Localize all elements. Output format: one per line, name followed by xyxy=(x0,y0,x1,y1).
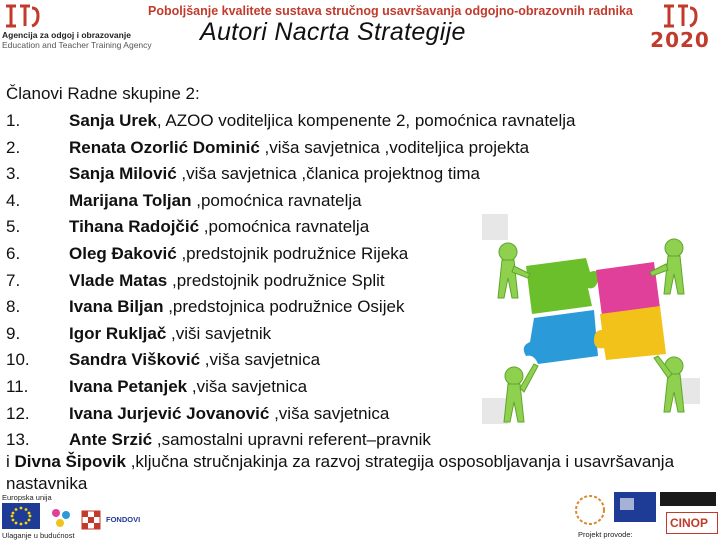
puzzle-figures-illustration xyxy=(478,208,710,440)
member-number: 2. xyxy=(6,137,21,157)
member-role: ,viša savjetnica xyxy=(187,376,308,396)
eu-motto: Ulaganje u budućnost xyxy=(2,531,75,540)
member-number: 9. xyxy=(6,323,21,343)
member-role: ,pomoćnica ravnatelja xyxy=(199,217,370,237)
project-logo-icon xyxy=(660,2,700,30)
member-number: 11. xyxy=(6,376,29,396)
member-name: Ante Srzić xyxy=(69,430,153,450)
project-year: 2020 xyxy=(650,28,710,52)
member-name: Sandra Višković xyxy=(69,350,201,370)
member-number: 7. xyxy=(6,270,21,290)
project-logo xyxy=(646,2,714,52)
member-role: ,viša savjetnica ,članica projektnog tima xyxy=(176,164,481,184)
member-name: Sanja Milović xyxy=(69,164,177,184)
member-number: 12. xyxy=(6,403,30,423)
member-role: , AZOO voditeljica kompenente 2, pomoćnica ravnatelja xyxy=(156,111,576,130)
member-name: Vlade Matas xyxy=(69,270,168,290)
member-name: Ivana Petanjek xyxy=(69,376,188,396)
agency-name: Agencija za odgoj i obrazovanje Education and Teacher Training Agency xyxy=(2,30,152,50)
member-number: 10. xyxy=(6,350,30,370)
member-name: Marijana Toljan xyxy=(69,190,192,210)
member-role: ,viša savjetnica ,voditeljica projekta xyxy=(259,137,530,157)
member-number: 8. xyxy=(6,297,21,317)
member-number: 13. xyxy=(6,430,30,450)
footer-funding-logos xyxy=(0,493,140,540)
member-name: Igor Rukljač xyxy=(69,323,167,343)
eu-label: Europska unija xyxy=(2,493,52,502)
member-item xyxy=(6,108,576,135)
member-role: ,viša savjetnica xyxy=(269,403,390,423)
member-number: 4. xyxy=(6,190,21,210)
project-partners-label: Projekt provode: xyxy=(578,530,633,539)
member-name: Sanja Urek xyxy=(69,111,157,130)
member-number: 5. xyxy=(6,217,21,237)
member-name: Oleg Đaković xyxy=(69,243,177,263)
member-number: 3. xyxy=(6,164,21,184)
footer-partner-logos xyxy=(560,488,720,540)
member-role: ,viši savjetnik xyxy=(166,323,272,343)
fondovi-label: FONDOVI xyxy=(106,515,141,524)
member-role: ,predstojnik podružnice Split xyxy=(167,270,385,290)
member-name: Ivana Biljan xyxy=(69,297,164,317)
member-role: ,predstojnik podružnice Rijeka xyxy=(176,243,409,263)
member-item xyxy=(6,135,576,162)
member-item xyxy=(6,161,576,188)
intro-text: Članovi Radne skupine 2: xyxy=(6,84,200,103)
extra-member: i Divna Šipovik ,ključna stručnjakinja za razvoj strategija osposobljavanja i usavršavanja nastavnika xyxy=(6,452,675,493)
esf-logo-icon xyxy=(48,505,76,529)
cinop-label: CINOP xyxy=(670,516,709,530)
member-name: Ivana Jurjević Jovanović xyxy=(69,403,270,423)
member-name: Renata Ozorlić Dominić xyxy=(69,137,260,157)
banner-title: Poboljšanje kvalitete sustava stručnog usavršavanja odgojno-obrazovnih radnika xyxy=(148,4,633,18)
member-role: ,predstojnica podružnice Osijek xyxy=(163,297,405,317)
eu-flag-icon xyxy=(2,503,40,529)
member-role: ,viša savjetnica xyxy=(200,350,321,370)
member-role: ,pomoćnica ravnatelja xyxy=(191,190,362,210)
member-number: 6. xyxy=(6,243,21,263)
page-title: Autori Nacrta Strategije xyxy=(200,18,466,46)
member-name: Tihana Radojčić xyxy=(69,217,200,237)
member-number: 1. xyxy=(6,111,21,130)
member-role: ,samostalni upravni referent–pravnik xyxy=(152,430,431,450)
header xyxy=(0,0,720,58)
